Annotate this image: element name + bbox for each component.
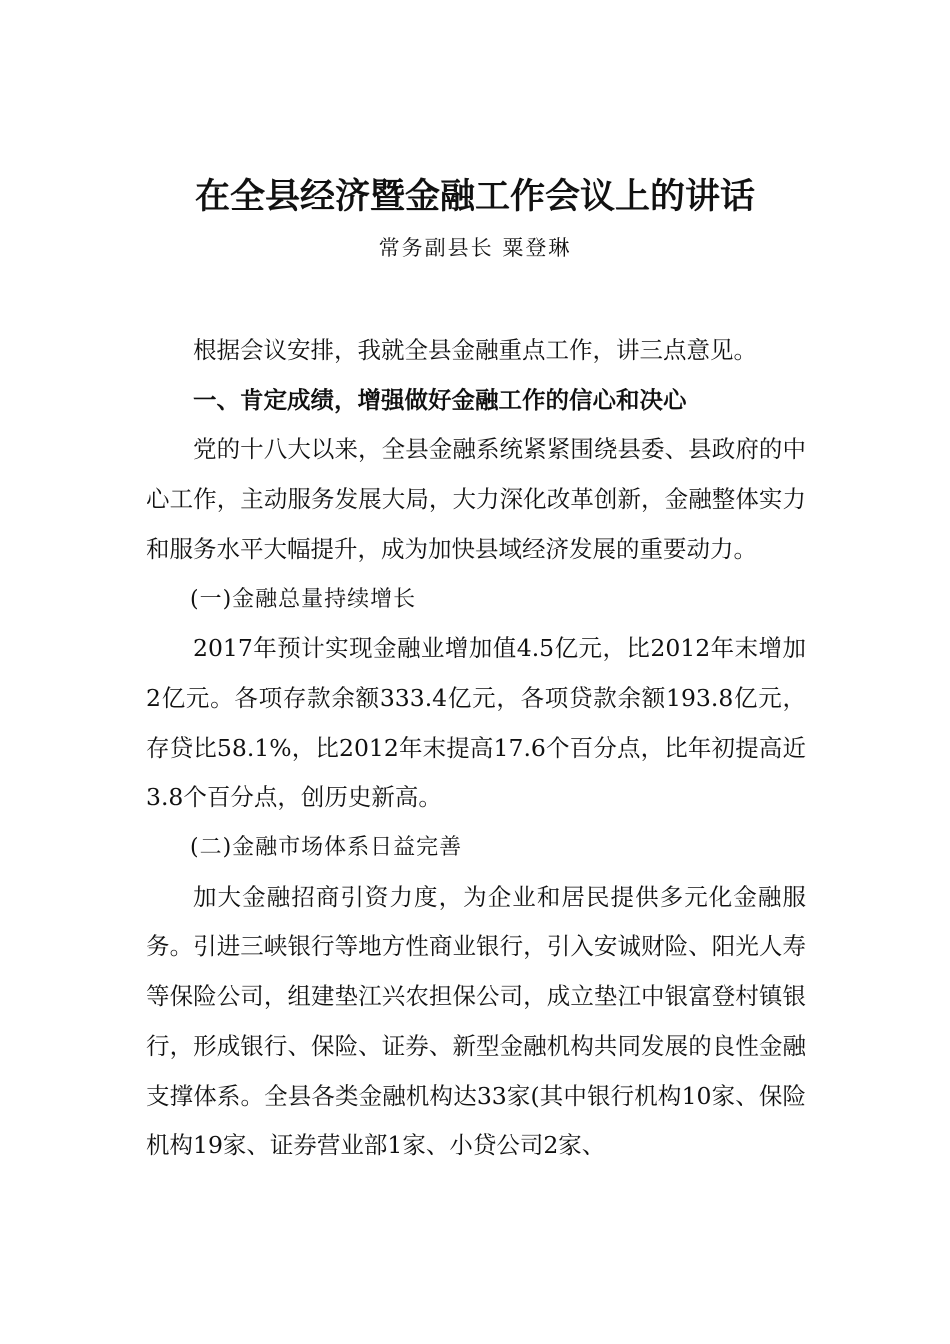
document-title: 在全县经济暨金融工作会议上的讲话 — [194, 177, 755, 217]
document-author: 常务副县长 粟登琳 — [378, 236, 572, 260]
section-heading: 一、肯定成绩，增强做好金融工作的信心和决心 — [193, 385, 687, 414]
document-body — [146, 326, 806, 1171]
subsection-heading: (二)金融市场体系日益完善 — [190, 835, 463, 861]
subsection-heading: (一)金融总量持续增长 — [190, 586, 417, 612]
body-paragraph: 党的十八大以来，全县金融系统紧紧围绕县委、县政府的中心工作，主动服务发展大局，大力深化改革创新，金融整体实力和服务水平大幅提升，成为加快县域经济发展的重要动力。 — [146, 435, 806, 563]
body-paragraph: 加大金融招商引资力度，为企业和居民提供多元化金融服务。引进三峡银行等地方性商业银行，引入安诚财险、阳光人寿等保险公司，组建垫江兴农担保公司，成立垫江中银富登村镇银行，形成银行、保险、证券、新型金融机构共同发展的良性金融支撑体系。全县各类金融机构达33家(其中银行机构10家、保险机构19家、证券营业部1家、小贷公司2家、 — [146, 882, 806, 1160]
intro-paragraph: 根据会议安排，我就全县金融重点工作，讲三点意见。 — [193, 336, 757, 364]
body-paragraph: 2017年预计实现金融业增加值4.5亿元，比2012年末增加2亿元。各项存款余额333.4亿元，各项贷款余额193.8亿元，存贷比58.1%，比2012年末提高17.6个百分点，比年初提高近3.8个百分点，创历史新高。 — [146, 634, 806, 812]
